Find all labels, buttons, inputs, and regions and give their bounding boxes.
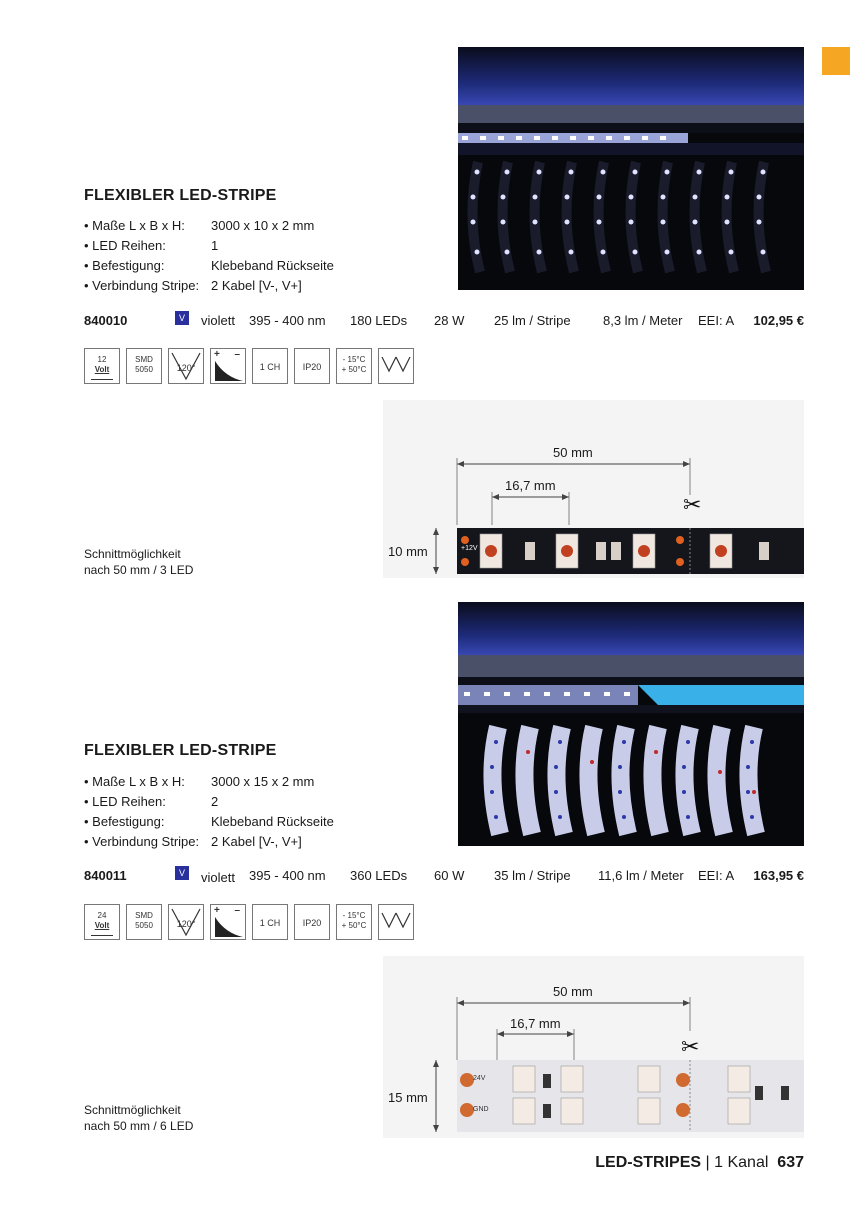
spec-key: • Befestigung:: [84, 814, 165, 829]
voltage-unit: Volt: [94, 921, 110, 930]
product-row-840010: [84, 311, 804, 331]
temp-min: - 15°C: [342, 911, 366, 920]
channel-count: 1 CH: [259, 362, 281, 372]
smd-type: 5050: [135, 921, 153, 930]
led-count: 360 LEDs: [350, 868, 408, 883]
cut-note: [84, 1102, 193, 1134]
price: 102,95 €: [753, 313, 804, 328]
energy-class: EEI: A: [698, 868, 735, 883]
dimmable-icon: [210, 348, 246, 384]
dim-plus: +: [214, 905, 220, 916]
energy-class: EEI: A: [698, 313, 735, 328]
beam-angle-icon: [168, 904, 204, 940]
article-number: 840011: [84, 868, 127, 883]
voltage-marking: +12V: [461, 545, 478, 552]
lumen-per-meter: 11,6 lm / Meter: [598, 868, 684, 883]
color-name: violett: [201, 313, 235, 328]
furniture-mount-icon: [378, 904, 414, 940]
price: 163,95 €: [753, 868, 804, 883]
dim-total: 50 mm: [553, 445, 593, 460]
footer-separator: |: [705, 1154, 710, 1171]
spec-row: [84, 772, 414, 792]
spec-row: [84, 812, 414, 832]
lumen-per-meter: 8,3 lm / Meter: [603, 313, 683, 328]
cut-note: [84, 546, 193, 578]
spec-key: • Verbindung Stripe:: [84, 834, 200, 849]
beam-angle-icon: [168, 348, 204, 384]
temp-max: + 50°C: [341, 365, 367, 374]
smd-type: 5050: [135, 365, 153, 374]
channel-icon: [252, 904, 288, 940]
led-count: 180 LEDs: [350, 313, 408, 328]
spec-row: [84, 256, 414, 276]
product-title: FLEXIBLER LED-STRIPE: [84, 742, 277, 759]
dimmable-icon: [210, 904, 246, 940]
temp-min: - 15°C: [342, 355, 366, 364]
footer-section: LED-STRIPES: [595, 1154, 702, 1171]
ip-rating-icon: [294, 348, 330, 384]
voltage-marking: 24V: [473, 1075, 486, 1082]
wavelength: 395 - 400 nm: [249, 313, 326, 328]
article-number: 840010: [84, 313, 128, 328]
spec-row: [84, 832, 414, 852]
spec-key: • Befestigung:: [84, 258, 165, 273]
spec-key: • LED Reihen:: [84, 794, 166, 809]
voltage-value: 12: [97, 355, 107, 364]
note-line: Schnittmöglichkeit: [84, 547, 181, 561]
channel-icon: [252, 348, 288, 384]
ground-marking: GND: [473, 1106, 489, 1113]
dim-height: 15 mm: [388, 1090, 428, 1105]
wavelength: 395 - 400 nm: [249, 868, 326, 883]
spec-value: 2 Kabel [V-, V+]: [211, 278, 302, 293]
spec-row: [84, 236, 414, 256]
spec-key: • Verbindung Stripe:: [84, 278, 200, 293]
beam-angle: 120°: [176, 919, 196, 929]
spec-list: [84, 216, 414, 296]
ip-rating: IP20: [302, 918, 322, 928]
dim-minus: –: [234, 905, 240, 916]
svg-text:✂: ✂: [681, 1035, 700, 1060]
dim-minus: –: [234, 349, 240, 360]
product-title: FLEXIBLER LED-STRIPE: [84, 187, 277, 204]
spec-value: 2: [211, 794, 219, 809]
ip-rating: IP20: [302, 362, 322, 372]
spec-key: • Maße L x B x H:: [84, 774, 185, 789]
smd-icon: [126, 348, 162, 384]
color-swatch-violet: V: [175, 311, 189, 325]
spec-row: [84, 276, 414, 296]
ip-rating-icon: [294, 904, 330, 940]
feature-icons: [84, 348, 424, 388]
voltage-icon: [84, 904, 120, 940]
furniture-mount-icon: [378, 348, 414, 384]
color-swatch-violet: V: [175, 866, 189, 880]
wattage: 28 W: [434, 313, 465, 328]
voltage-icon: [84, 348, 120, 384]
spec-value: Klebeband Rückseite: [211, 258, 334, 273]
note-line: nach 50 mm / 6 LED: [84, 1119, 194, 1133]
spec-key: • Maße L x B x H:: [84, 218, 185, 233]
feature-icons: [84, 904, 424, 944]
spec-list: [84, 772, 414, 852]
spec-value: 2 Kabel [V-, V+]: [211, 834, 302, 849]
voltage-unit: Volt: [94, 365, 110, 374]
spec-value: 3000 x 10 x 2 mm: [211, 218, 315, 233]
beam-angle: 120°: [176, 363, 196, 373]
dim-total: 50 mm: [553, 984, 593, 999]
temp-max: + 50°C: [341, 921, 367, 930]
cut-diagram-840011: [383, 956, 804, 1138]
note-line: nach 50 mm / 3 LED: [84, 563, 194, 577]
color-name: violett: [201, 870, 235, 885]
spec-row: [84, 216, 414, 236]
footer-subsection: 1 Kanal: [714, 1154, 769, 1171]
page-footer: [595, 1154, 804, 1172]
lumen-per-stripe: 35 lm / Stripe: [494, 868, 571, 883]
cut-diagram-840010: [383, 400, 804, 578]
dim-height: 10 mm: [388, 544, 428, 559]
dim-plus: +: [214, 349, 220, 360]
smd-label: SMD: [135, 355, 153, 364]
svg-text:✂: ✂: [683, 493, 702, 518]
spec-key: • LED Reihen:: [84, 238, 166, 253]
temperature-icon: [336, 348, 372, 384]
spec-value: Klebeband Rückseite: [211, 814, 334, 829]
spec-row: [84, 792, 414, 812]
note-line: Schnittmöglichkeit: [84, 1103, 181, 1117]
wattage: 60 W: [434, 868, 465, 883]
lumen-per-stripe: 25 lm / Stripe: [494, 313, 571, 328]
product-row-840011: [84, 866, 804, 886]
voltage-value: 24: [97, 911, 107, 920]
section-tab-marker: [822, 47, 850, 75]
product-photo-840011: [458, 602, 804, 846]
smd-icon: [126, 904, 162, 940]
product-photo-840010: [458, 47, 804, 290]
page-number: 637: [777, 1154, 804, 1171]
temperature-icon: [336, 904, 372, 940]
channel-count: 1 CH: [259, 918, 281, 928]
smd-label: SMD: [135, 911, 153, 920]
spec-value: 3000 x 15 x 2 mm: [211, 774, 315, 789]
dim-part: 16,7 mm: [510, 1016, 561, 1031]
dim-part: 16,7 mm: [505, 478, 556, 493]
spec-value: 1: [211, 238, 219, 253]
